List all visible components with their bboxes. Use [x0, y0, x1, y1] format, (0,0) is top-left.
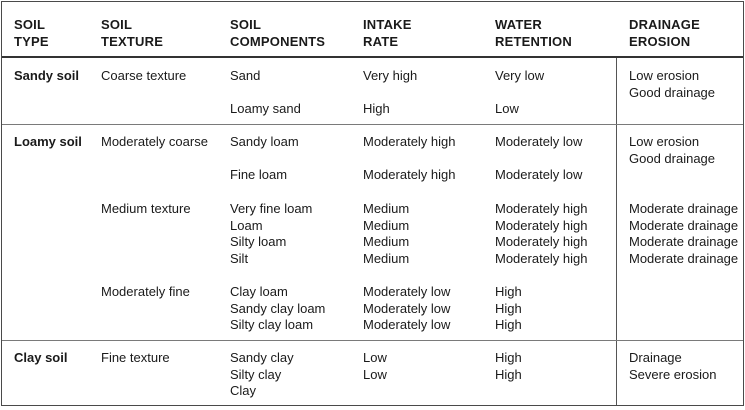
table-header [2, 2, 743, 58]
header-soil-type [14, 16, 49, 50]
texture-cell: Fine texture [101, 350, 170, 365]
intake-line: Low [363, 350, 387, 365]
retention-cell: Low [495, 101, 519, 116]
intake-cell: Moderately high [363, 167, 456, 182]
drainage-line: Severe erosion [629, 366, 717, 382]
component-cell [230, 284, 325, 334]
intake-line: Moderately low [363, 317, 451, 333]
header-text: RETENTION [495, 34, 572, 49]
header-text: COMPONENTS [230, 34, 326, 49]
drainage-line: Low erosion [629, 134, 700, 149]
header-drainage-erosion [629, 16, 700, 50]
drainage-line: Moderate drainage [629, 234, 739, 250]
soil-properties-table [1, 1, 744, 406]
drainage-line: Moderate drainage [629, 217, 739, 233]
intake-cell: High [363, 101, 390, 116]
header-text: WATER [495, 17, 542, 32]
drainage-line: Drainage [629, 350, 682, 365]
retention-cell [495, 201, 588, 267]
texture-cell: Moderately coarse [101, 134, 208, 149]
header-text: EROSION [629, 34, 691, 49]
header-text: TYPE [14, 34, 49, 49]
component-line: Sandy clay [230, 350, 294, 365]
retention-line: Moderately high [495, 234, 588, 250]
retention-line: High [495, 300, 522, 316]
drainage-line: Good drainage [629, 150, 716, 166]
component-cell: Sand [230, 68, 261, 83]
component-line: Silty loam [230, 234, 287, 250]
header-text: DRAINAGE [629, 17, 700, 32]
section-divider [2, 124, 743, 125]
component-line: Silty clay [230, 366, 282, 382]
intake-line: Medium [363, 250, 410, 266]
component-cell [230, 201, 312, 267]
retention-cell: Moderately low [495, 167, 583, 182]
retention-line: High [495, 350, 522, 365]
texture-cell: Moderately fine [101, 284, 190, 299]
soil-type-sandy: Sandy soil [14, 68, 80, 83]
retention-cell [495, 350, 522, 383]
retention-line: High [495, 317, 522, 333]
header-soil-components [230, 16, 325, 50]
retention-cell: Very low [495, 68, 545, 83]
section-divider [2, 340, 743, 341]
drainage-cell [629, 350, 716, 383]
intake-cell [363, 284, 450, 334]
component-line: Clay loam [230, 284, 288, 299]
retention-line: High [495, 284, 522, 299]
intake-cell [363, 350, 387, 383]
component-line: Sandy clay loam [230, 300, 326, 316]
component-line: Clay [230, 383, 257, 399]
header-intake-rate [363, 16, 412, 50]
retention-line: Moderately high [495, 217, 588, 233]
drainage-cell [629, 201, 738, 267]
component-line: Silt [230, 250, 249, 266]
retention-cell: Moderately low [495, 134, 583, 149]
component-line: Silty clay loam [230, 317, 314, 333]
component-cell: Sandy loam [230, 134, 299, 149]
intake-line: Moderately low [363, 284, 451, 299]
intake-cell [363, 201, 409, 267]
intake-line: Medium [363, 217, 410, 233]
header-text: TEXTURE [101, 34, 164, 49]
drainage-line: Low erosion [629, 68, 700, 83]
component-cell: Loamy sand [230, 101, 301, 116]
component-cell [230, 350, 294, 400]
header-text: SOIL [101, 17, 133, 32]
texture-cell: Medium texture [101, 201, 191, 216]
header-text: SOIL [14, 17, 46, 32]
header-text: SOIL [230, 17, 262, 32]
header-text: RATE [363, 34, 399, 49]
intake-cell: Moderately high [363, 134, 456, 149]
retention-line: Moderately high [495, 250, 588, 266]
retention-cell [495, 284, 522, 334]
header-soil-texture [101, 16, 163, 50]
drainage-cell [629, 68, 715, 101]
soil-type-clay: Clay soil [14, 350, 68, 365]
component-line: Loam [230, 217, 263, 233]
header-water-retention [495, 16, 572, 50]
column-divider [616, 58, 617, 405]
drainage-line: Good drainage [629, 84, 716, 100]
drainage-line: Moderate drainage [629, 250, 739, 266]
component-cell: Fine loam [230, 167, 288, 182]
retention-line: Moderately high [495, 201, 588, 216]
texture-cell: Coarse texture [101, 68, 187, 83]
intake-line: Moderately low [363, 300, 451, 316]
retention-line: High [495, 366, 522, 382]
header-text: INTAKE [363, 17, 412, 32]
intake-cell: Very high [363, 68, 418, 83]
drainage-line: Moderate drainage [629, 201, 739, 216]
intake-line: Medium [363, 234, 410, 250]
soil-type-loamy: Loamy soil [14, 134, 82, 149]
intake-line: Medium [363, 201, 410, 216]
drainage-cell [629, 134, 715, 167]
component-line: Very fine loam [230, 201, 313, 216]
intake-line: Low [363, 366, 387, 382]
